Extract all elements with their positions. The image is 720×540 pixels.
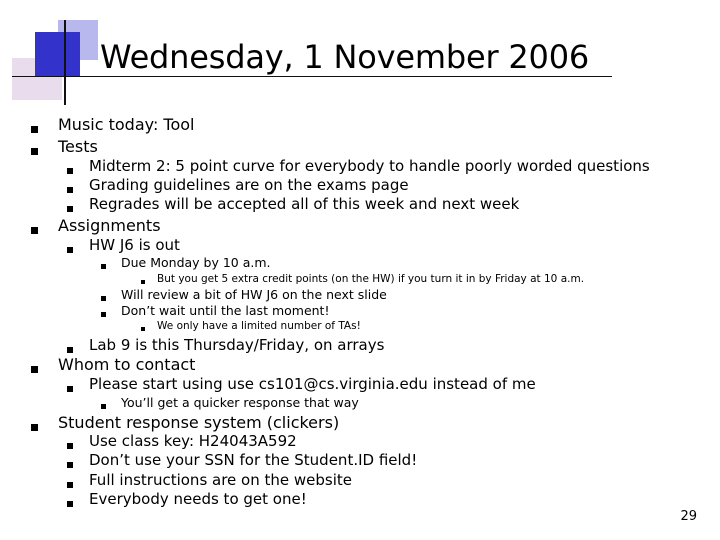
square-bullet-icon — [67, 247, 73, 253]
list-item-text: Use class key: H24043A592 — [89, 432, 297, 450]
list-item-text: Assignments — [58, 216, 161, 235]
list-item-text: Due Monday by 10 a.m. — [121, 255, 271, 270]
list-item-text: Music today: Tool — [58, 115, 195, 134]
list-item-text: Grading guidelines are on the exams page — [89, 176, 409, 194]
list-item-text: Please start using use cs101@cs.virginia.edu instead of me — [89, 375, 536, 393]
square-bullet-icon — [31, 148, 38, 155]
square-bullet-icon — [31, 227, 38, 234]
square-bullet-icon — [101, 264, 106, 269]
square-bullet-icon — [67, 386, 73, 392]
page-number: 29 — [680, 509, 697, 524]
list-item-text: Regrades will be accepted all of this week and next week — [89, 195, 520, 213]
list-item-text: Whom to contact — [58, 355, 196, 374]
square-bullet-icon — [67, 462, 73, 468]
list-item-text: Don’t use your SSN for the Student.ID field! — [89, 451, 418, 469]
list-item-text: Midterm 2: 5 point curve for everybody to handle poorly worded questions — [89, 157, 650, 175]
square-bullet-icon — [141, 327, 145, 331]
square-bullet-icon — [67, 501, 73, 507]
list-item-text: Student response system (clickers) — [58, 413, 340, 432]
square-bullet-icon — [31, 126, 38, 133]
list-item-text: Will review a bit of HW J6 on the next slide — [121, 287, 387, 302]
square-bullet-icon — [101, 404, 106, 409]
decor-square-blue — [35, 32, 80, 77]
slide-title: Wednesday, 1 November 2006 — [100, 38, 590, 76]
square-bullet-icon — [31, 366, 38, 373]
square-bullet-icon — [67, 187, 73, 193]
list-item-text: Full instructions are on the website — [89, 471, 352, 489]
square-bullet-icon — [31, 424, 38, 431]
decor-vertical-rule — [64, 20, 66, 105]
square-bullet-icon — [67, 347, 73, 353]
square-bullet-icon — [141, 280, 145, 284]
square-bullet-icon — [101, 312, 106, 317]
title-underline — [12, 76, 612, 77]
square-bullet-icon — [67, 482, 73, 488]
square-bullet-icon — [101, 296, 106, 301]
list-item-text: Tests — [58, 137, 98, 156]
list-item-text: Lab 9 is this Thursday/Friday, on arrays — [89, 336, 385, 354]
list-item-text: You’ll get a quicker response that way — [121, 395, 359, 410]
list-item-text: Everybody needs to get one! — [89, 490, 307, 508]
list-item-text: HW J6 is out — [89, 236, 180, 254]
square-bullet-icon — [67, 443, 73, 449]
list-item-text: But you get 5 extra credit points (on the HW) if you turn it in by Friday at 10 a.m. — [157, 273, 585, 285]
square-bullet-icon — [67, 168, 73, 174]
list-item-text: Don’t wait until the last moment! — [121, 303, 330, 318]
square-bullet-icon — [67, 206, 73, 212]
list-item-text: We only have a limited number of TAs! — [157, 320, 361, 332]
